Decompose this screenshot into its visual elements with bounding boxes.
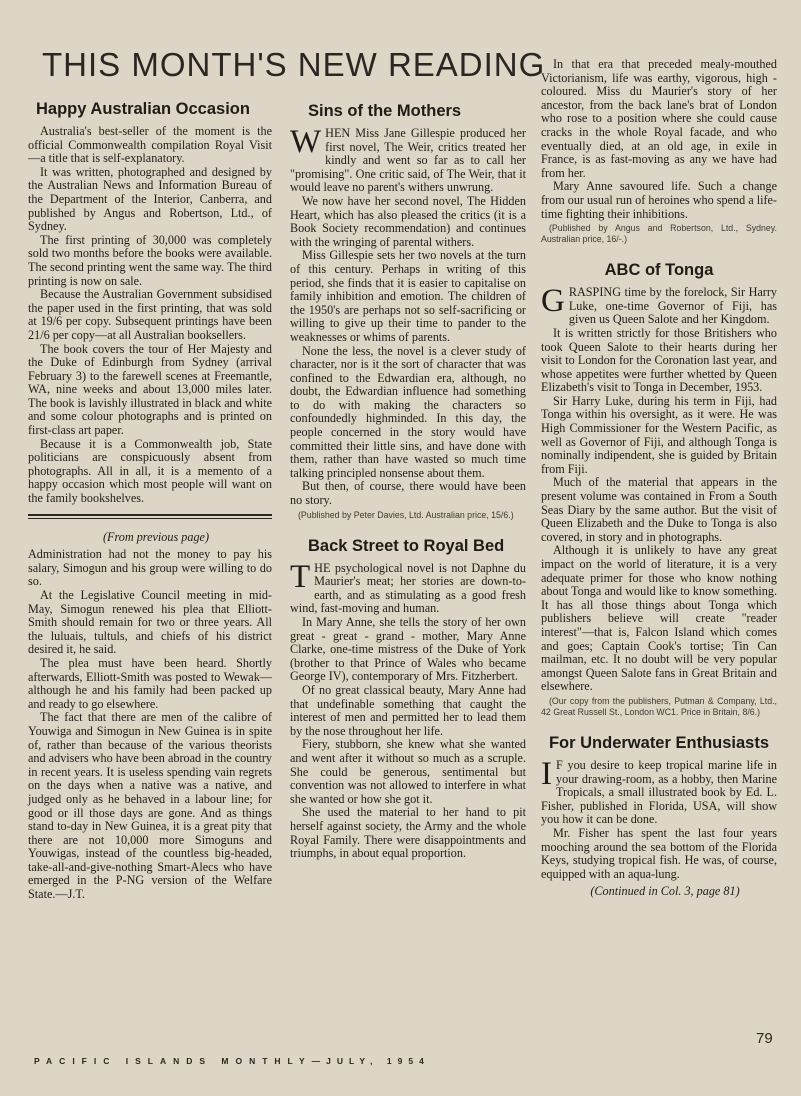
paragraph: At the Legislative Council meeting in mid-May, Simogun renewed his plea that Elliott-Smith should remain for two or three years. All the luluais, tultuls, and chiefs of his district desired it, he said. [28, 588, 272, 657]
paragraph: Australia's best-seller of the moment is the official Commonwealth compilation Royal Visit—a title that is self-explanatory. [28, 124, 272, 166]
paragraph: Sir Harry Luke, during his term in Fiji, had Tonga within his oversight, as it were. He was High Commissioner for the Western Pacific, as well as Governor of Fiji, and although Tonga is nominally indipendent, she is guided by Britain from Fiji. [541, 393, 777, 476]
magazine-name: PACIFIC ISLANDS MONTHLY [34, 1056, 312, 1066]
paragraph: THE psychological novel is not Daphne du Maurier's meat; her stories are down-to-earth, and as stimulating as a good fresh wind, fast-moving and human. [290, 558, 526, 616]
page-title: THIS MONTH'S NEW READING [42, 46, 546, 83]
paragraph: Miss Gillespie sets her two novels at the turn of this century. Perhaps in writing of this period, she finds that it is easier to capitalise on family inhibition and emotion. The children of the 1950's are perhaps not so self-sacrificing or willing to give up their time to pander to the weaknesses or whims of parents. [290, 248, 526, 344]
spacer [541, 718, 777, 734]
article-heading-for-underwater-enthusiasts: For Underwater Enthusiasts [548, 733, 770, 752]
paragraph: Because the Australian Government subsidised the paper used in the first printing, that was sold at 19/6 per copy. Subsequent printings have been 21/6 per copy—at all Australian booksellers. [28, 287, 272, 342]
paragraph: Mary Anne savoured life. Such a change from our usual run of heroines who spend a life-time fighting their inhibitions. [541, 179, 777, 221]
article-heading-happy-australian-occasion: Happy Australian Occasion [36, 100, 250, 118]
paragraph: The book covers the tour of Her Majesty and the Duke of Edinburgh from Sydney (arrival February 3) to the farewell scenes at Freemantle, WA, nine weeks and about 13,000 miles later. The book is lavishly illustrated in black and white and some colour photographs and is printed on first-class art paper. [28, 341, 272, 438]
column-middle [290, 102, 526, 861]
column-left [28, 100, 272, 902]
running-footer [34, 1056, 504, 1066]
paragraph: The plea must have been heard. Shortly afterwards, Elliott-Smith was posted to Wewak—although he and his family had been packed up and ready to go elsewhere. [28, 655, 272, 711]
paragraph: The first printing of 30,000 was completely sold two months before the books were available. The second printing went the same way. The third printing is now on sale. [28, 232, 272, 288]
paragraph: In Mary Anne, she tells the story of her own great - great - grand - mother, Mary Anne Clarke, one-time mistress of the Duke of York (brother to that Prince of Wales who became George IV), contemporary of Mrs. Fitzherbert. [290, 615, 526, 684]
paragraph: But then, of course, there would have been no story. [290, 479, 526, 508]
article-heading-back-street-to-royal-bed: Back Street to Royal Bed [308, 536, 505, 555]
divider [28, 518, 272, 519]
paragraph: Administration had not the money to pay his salary, Simogun and his group were willing to do so. [28, 547, 272, 589]
paragraph: I F you desire to keep tropical marine life in your drawing-room, as a hobby, then Marine Tropicals, a small illustrated book by Ed. L. Fisher, published in Florida, USA, will show you how it can be done. [541, 755, 777, 827]
article-heading-sins-of-the-mothers: Sins of the Mothers [308, 102, 462, 120]
drop-cap: G [541, 283, 565, 320]
paragraph: Mr. Fisher has spent the last four years mooching around the sea bottom of the Florida Keys, studying tropical fish. He was, of course, equipped with an aqua-lung. [541, 825, 777, 881]
paragraph: She used the material to her hand to pit herself against society, the Army and the whole Royal Family. There were disappointments and triumphs, in about equal proportion. [290, 805, 526, 861]
drop-cap: I [541, 755, 552, 792]
paragraph: It is written strictly for those Britishers who took Queen Salote to their hearts during her visit to London for the Coronation last year, and whose appetites were further whetted by Queen Elizabeth's visit to Tonga in December, 1953. [541, 325, 777, 395]
paragraph: It was written, photographed and designed by the Australian News and Information Bureau of the Department of the Interior, Canberra, and published by Angus and Robertson, Ltd., of Sydney. [28, 164, 272, 234]
paragraph: GRASPING time by the forelock, Sir Harry Luke, one-time Governor of Fiji, has given us Queen Salote and her Kingdom. [541, 283, 777, 327]
drop-cap: T [290, 558, 311, 595]
paragraph: WHEN Miss Jane Gillespie produced her first novel, The Weir, critics treated her kindly and went so far as to call her "promising". One critic said, of The Weir, that it would leave no parent's withers unwrung. [290, 124, 526, 195]
page-number: 79 [756, 1030, 773, 1047]
paragraph: Much of the material that appears in the present volume was contained in From a South Seas Diary by the same author. But the visit of Queen Elizabeth and the Duke to Tonga is also covered, in story and in photographs. [541, 475, 777, 544]
paragraph: Of no great classical beauty, Mary Anne had that undefinable something that caught the interest of men and permitted her to lead them by the nose throughout her life. [290, 682, 526, 738]
paragraph: We now have her second novel, The Hidden Heart, which has also pleased the critics (it is a Book Society recommendation) and continues with the wringing of parental withers. [290, 193, 526, 249]
issue-date: —JULY, 1954 [311, 1056, 430, 1066]
paragraph: Fiery, stubborn, she knew what she wanted and went after it without so much as a scruple. She could be generous, sentimental but convention was not allowed to interfere in what she wanted or how she got it. [290, 737, 526, 806]
paragraph: In that era that preceded mealy-mouthed Victorianism, life was earthy, vigorous, high - coloured. Miss du Maurier's story of her ancestor, from the back lane's brat of London who rose to a position where she could cause cracks in the whole Royal facade, and who eventually died, at an old age, in exile in France, is as fast-moving as any we have had from her. [541, 57, 777, 180]
article-heading-abc-of-tonga: ABC of Tonga [604, 261, 714, 280]
publisher-credit: (Published by Peter Davies, Ltd. Australian price, 15/6.) [298, 509, 514, 520]
paragraph: Although it is unlikely to have any great impact on the world of literature, it is a very adequate primer for those who know nothing about Tonga and would like to know something. It has all those things about Tonga which publishers believe will create "reader interest"—that is, Falcon Island which comes and goes; Captain Cook's tortise; Tin Can mailman, etc. It no doubt will be very popular amongst Queen Salote fans in Great Britain and elsewhere. [541, 543, 777, 694]
continued-from-label: (From previous page) [102, 529, 210, 544]
publisher-credit: (Our copy from the publishers, Putman & Company, Ltd., 42 Great Russell St., London WC1. Price in Britain, 8/6.) [541, 695, 777, 717]
divider [28, 514, 272, 516]
column-right [541, 58, 777, 899]
spacer [290, 521, 526, 537]
spacer [541, 245, 777, 261]
drop-cap: W [290, 124, 322, 160]
continued-note: (Continued in Col. 3, page 81) [590, 884, 740, 899]
publisher-credit: (Published by Angus and Robertson, Ltd., Sydney. Australian price, 16/-.) [541, 223, 777, 245]
paragraph: The fact that there are men of the calibre of Youwiga and Simogun in New Guinea is in spite of, rather than because of the various theorists and advisers who have been abroad in the country in recent years. It is useless spending vain regrets on the days when a native was a native, and judged only as he behaved in a labour line; for good or ill those days are gone. And as things stand to-day in New Guinea, it is a great pity that there are not 10,000 more Simoguns and Youwigas, instead of the countless big-headed, take-all-and-give-nothing Smart-Alecs who have emerged in the P-NG version of the Welfare State.—J.T. [28, 710, 272, 902]
paragraph: None the less, the novel is a clever study of character, nor is it the sort of character that was confined to the Edwardian era, although, no doubt, the Edwardian influence had something to do with making the characters so confoundedly highminded. In this day, the people concerned in the story would have committed their little sins, and have done with them, rather than have wasted so much time talking principled nonsense about them. [290, 343, 526, 480]
paragraph: Because it is a Commonwealth job, State politicians are conspicuously absent from photographs. All in all, it is a memento of a happy occasion which most people will want on the family bookshelves. [28, 436, 272, 506]
